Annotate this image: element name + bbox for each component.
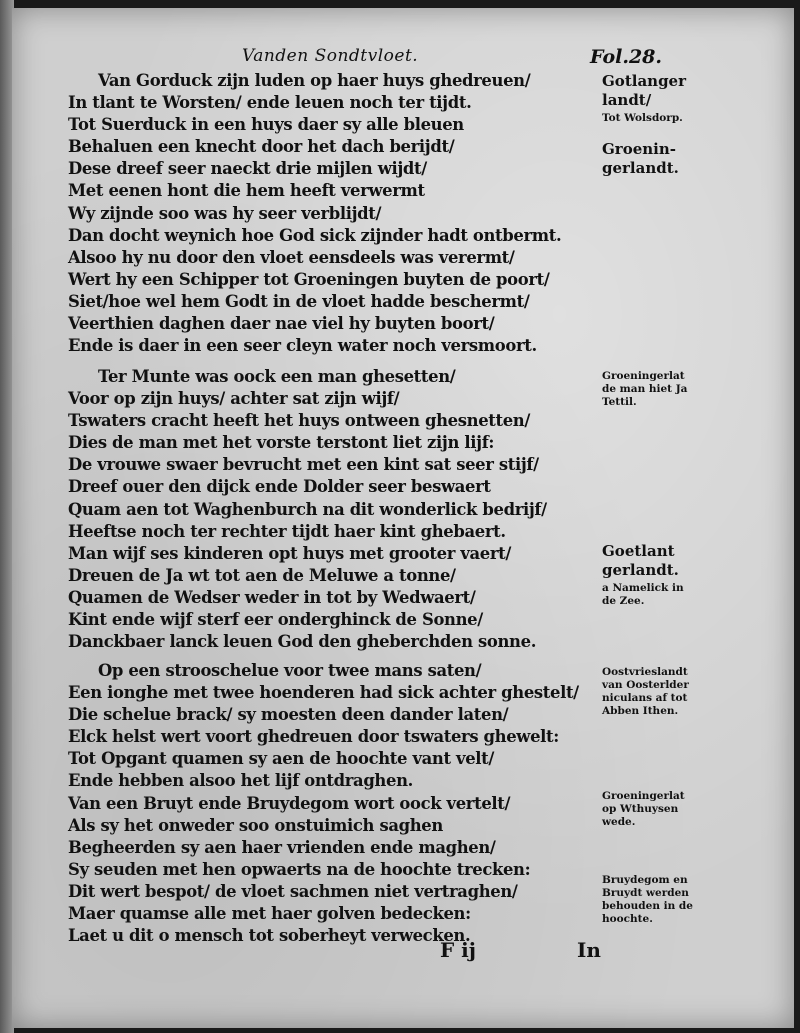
verse-line: Tswaters cracht heeft het huys ontween ghesnetten/ bbox=[68, 411, 531, 431]
note-line: Oostvrieslandt bbox=[602, 666, 688, 678]
verse-line: Voor op zijn huys/ achter sat zijn wijf/ bbox=[68, 389, 400, 409]
note-line: gerlandt. bbox=[602, 561, 679, 579]
verse-line: Een ionghe met twee hoenderen had sick achter ghestelt/ bbox=[68, 683, 579, 703]
verse-line: Die schelue brack/ sy moesten deen dander laten/ bbox=[68, 705, 509, 725]
note-line: Bruydegom en bbox=[602, 874, 688, 886]
verse-line: Kint ende wijf sterf eer onderghinck de Sonne/ bbox=[68, 610, 483, 630]
verse-line: Ende is daer in een seer cleyn water noch versmoort. bbox=[68, 336, 537, 356]
note-line: hoochte. bbox=[602, 913, 653, 925]
note-line: Abben Ithen. bbox=[602, 705, 679, 717]
margin-note-goetlant bbox=[602, 542, 782, 580]
margin-note-ter-munte bbox=[602, 370, 782, 409]
verse-line: Tot Opgant quamen sy aen de hoochte vant velt/ bbox=[68, 749, 495, 769]
verse-line: Als sy het onweder soo onstuimich saghen bbox=[68, 815, 443, 835]
note-line: behouden in de bbox=[602, 900, 693, 912]
verse-line: Met eenen hont die hem heeft verwermt bbox=[68, 181, 425, 201]
note-line: de man hiet Ja bbox=[602, 383, 688, 395]
verse-line: Dan docht weynich hoe God sick zijnder hadt ontbermt. bbox=[68, 225, 562, 245]
verse-line: Danckbaer lanck leuen God den gheberchden sonne. bbox=[68, 632, 537, 652]
verse-line: Laet u dit o mensch tot soberheyt verwecken. bbox=[68, 926, 471, 946]
note-line: landt/ bbox=[602, 91, 652, 109]
note-line: Goetlant bbox=[602, 542, 675, 560]
book-page bbox=[12, 8, 794, 1028]
margin-note-wthuysen bbox=[602, 790, 782, 829]
verse-line: Dreef ouer den dijck ende Dolder seer beswaert bbox=[68, 477, 491, 497]
verse-line: Dit wert bespot/ de vloet sachmen niet vertraghen/ bbox=[68, 881, 518, 901]
margin-note-bruydegom bbox=[602, 874, 782, 926]
stanza-1 bbox=[68, 70, 561, 357]
verse-line: Quamen de Wedser weder in tot by Wedwaert/ bbox=[68, 587, 476, 607]
verse-line: Quam aen tot Waghenburch na dit wonderlick bedrijf/ bbox=[68, 499, 547, 519]
verse-line: Ende hebben alsoo het lijf ontdraghen. bbox=[68, 771, 413, 791]
stanza-3 bbox=[68, 660, 579, 947]
verse-line: Heeftse noch ter rechter tijdt haer kint ghebaert. bbox=[68, 521, 506, 541]
verse-line: Behaluen een knecht door het dach berijdt/ bbox=[68, 137, 455, 157]
margin-note-namelick bbox=[602, 582, 782, 608]
note-line: Tettil. bbox=[602, 396, 637, 408]
note-line: Groeningerlat bbox=[602, 790, 685, 802]
verse-line: Van Gorduck zijn luden op haer huys ghedreuen/ bbox=[98, 71, 531, 90]
verse-line: Veerthien daghen daer nae viel hy buyten boort/ bbox=[68, 314, 495, 334]
verse-line: Wert hy een Schipper tot Groeningen buyten de poort/ bbox=[68, 269, 550, 289]
verse-line: Maer quamse alle met haer golven bedecken: bbox=[68, 904, 471, 924]
running-title: Vanden Sondtvloet. bbox=[242, 46, 419, 66]
verse-line: In tlant te Worsten/ ende leuen noch ter tijdt. bbox=[68, 93, 472, 113]
note-line: niculans af tot bbox=[602, 692, 688, 704]
verse-line: Sy seuden met hen opwaerts na de hoochte trecken: bbox=[68, 859, 531, 879]
verse-line: De vrouwe swaer bevrucht met een kint sat seer stijf/ bbox=[68, 455, 539, 475]
verse-line: Siet/hoe wel hem Godt in de vloet hadde beschermt/ bbox=[68, 291, 530, 311]
margin-note-wolsdorp bbox=[602, 112, 782, 125]
note-line: a Namelick in bbox=[602, 582, 684, 594]
verse-line: Tot Suerduck in een huys daer sy alle bleuen bbox=[68, 115, 464, 135]
verse-line: Elck helst wert voort ghedreuen door tswaters ghewelt: bbox=[68, 727, 559, 747]
note-line: Groeningerlat bbox=[602, 370, 685, 382]
margin-note-gotlanger bbox=[602, 72, 782, 110]
note-line: Groenin- bbox=[602, 140, 676, 158]
margin-note-oostvrieslandt bbox=[602, 666, 782, 718]
verse-line: Man wijf ses kinderen opt huys met grooter vaert/ bbox=[68, 543, 512, 563]
verse-line: Van een Bruyt ende Bruydegom wort oock vertelt/ bbox=[68, 793, 511, 813]
note-line: op Wthuysen bbox=[602, 803, 679, 815]
stanza-2 bbox=[68, 366, 547, 653]
note-line: Gotlanger bbox=[602, 72, 687, 90]
verse-line: Dese dreef seer naeckt drie mijlen wijdt/ bbox=[68, 159, 427, 179]
folio-number: Fol.28. bbox=[590, 46, 663, 68]
margin-note-groeningerlandt bbox=[602, 140, 782, 178]
note-line: Tot Wolsdorp. bbox=[602, 112, 683, 124]
note-line: Bruydt werden bbox=[602, 887, 689, 899]
verse-line: Dreuen de Ja wt tot aen de Meluwe a tonne/ bbox=[68, 565, 456, 585]
note-line: gerlandt. bbox=[602, 159, 679, 177]
note-line: van Oosterlder bbox=[602, 679, 689, 691]
catchword: In bbox=[577, 938, 601, 962]
note-line: wede. bbox=[602, 816, 636, 828]
verse-line: Alsoo hy nu door den vloet eensdeels was verermt/ bbox=[68, 247, 515, 267]
verse-line: Begheerden sy aen haer vrienden ende maghen/ bbox=[68, 837, 496, 857]
verse-line: Ter Munte was oock een man ghesetten/ bbox=[98, 367, 456, 386]
signature-mark: F ij bbox=[440, 938, 476, 962]
verse-line: Op een strooschelue voor twee mans saten/ bbox=[98, 661, 482, 680]
note-line: de Zee. bbox=[602, 595, 645, 607]
verse-line: Wy zijnde soo was hy seer verblijdt/ bbox=[68, 203, 382, 223]
verse-line: Dies de man met het vorste terstont liet zijn lijf: bbox=[68, 433, 495, 453]
